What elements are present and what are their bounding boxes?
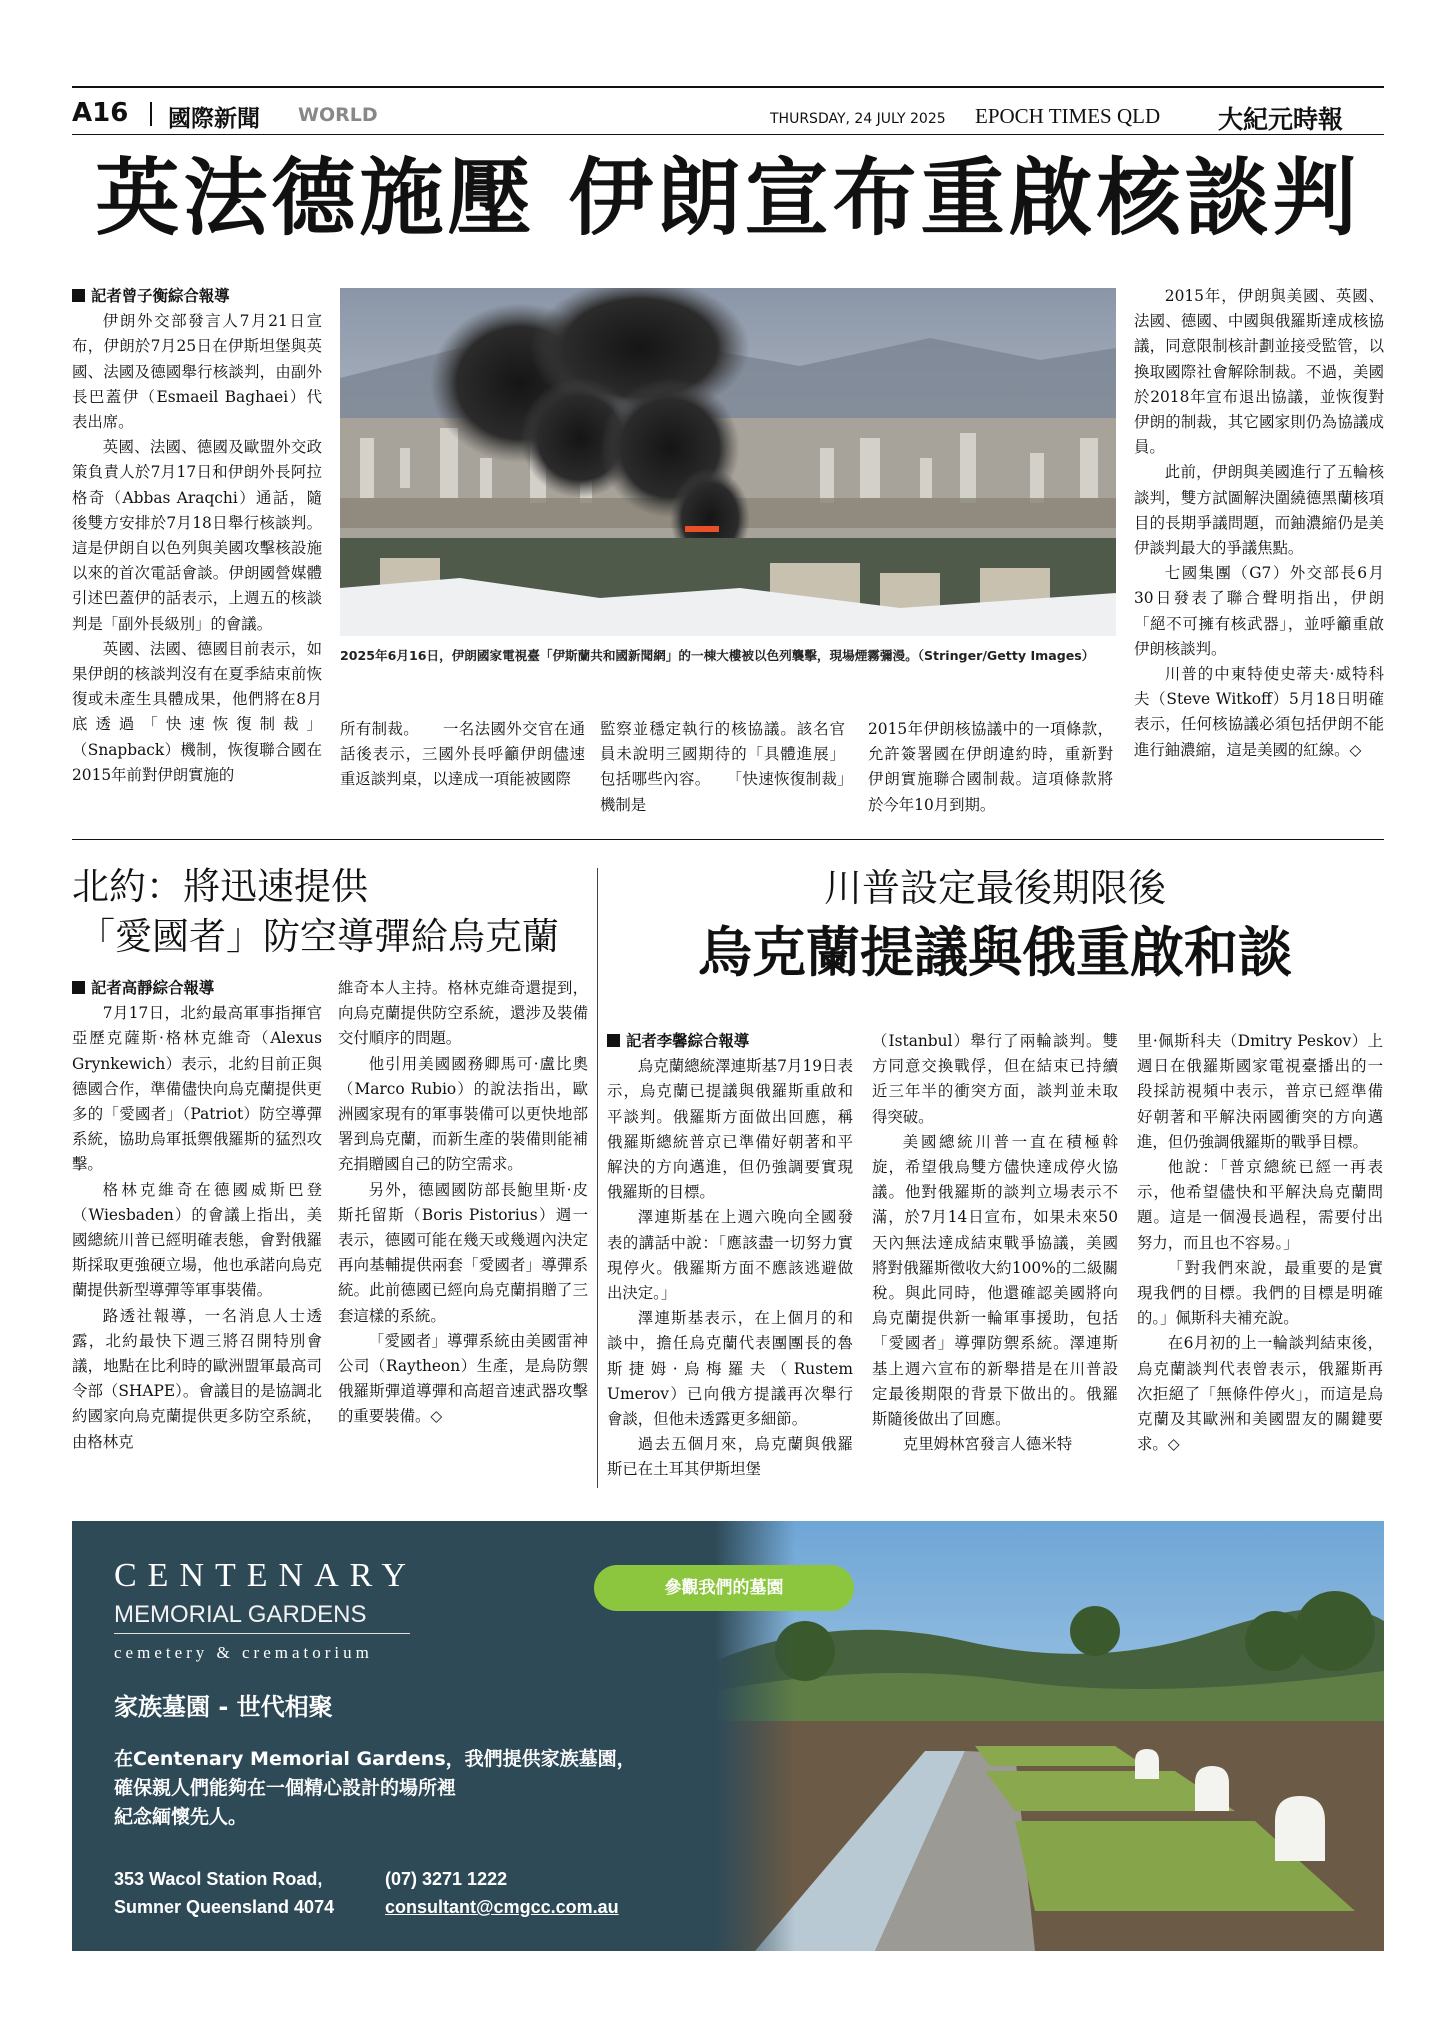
story1-headline: 英法德施壓 伊朗宣布重啟核談判: [95, 148, 1361, 247]
story1-paragraph: 七國集團（G7）外交部長6月30日發表了聯合聲明指出，伊朗「絕不可擁有核武器」，並呼籲重啟伊朗核談判。: [1134, 564, 1384, 658]
story3-paragraph: （Istanbul）舉行了兩輪談判。雙方同意交換戰俘，但在結束已持續近三年半的衝突方面，談判並未取得突破。: [872, 1032, 1118, 1126]
story1-column-1: [72, 284, 322, 826]
ad-visit-button[interactable]: 參觀我們的墓園: [594, 1565, 854, 1611]
story3-paragraph: 美國總統川普一直在積極斡旋，希望俄烏雙方儘快達成停火協議。他對俄羅斯的談判立場表示不滿，於7月14日宣布，如果未來50天內無法達成結束戰爭協議，美國將對俄羅斯徵收大約100%的二級關稅。與此同時，他還確認美國將向烏克蘭提供新一輪軍事援助，包括「愛國者」導彈防禦系統。澤連斯基上週六宣布的新舉措是在川普設定最後期限的背景下做出的。俄羅斯隨後做出了回應。: [872, 1132, 1118, 1429]
story3-paragraph: 克里姆林宮發言人德米特: [902, 1435, 1073, 1454]
story2-paragraph: 他引用美國國務卿馬可·盧比奧（Marco Rubio）的說法指出，歐洲國家現有的軍事裝備可以更快地部署到烏克蘭，而新生產的裝備則能補充捐贈國自己的防空需求。: [338, 1054, 588, 1174]
story1-paragraph: 所有制裁。 一名法國外交官在通話後表示，三國外長呼籲伊朗儘速重返談判桌，以達成一項能被國際: [340, 720, 585, 789]
story3-byline: 記者李馨綜合報導: [607, 1029, 853, 1054]
paper-name: EPOCH TIMES QLD: [975, 104, 1161, 128]
story1-column-3: [600, 717, 845, 827]
story1-paragraph: 2015年，伊朗與美國、英國、法國、德國、中國與俄羅斯達成核協議，同意限制核計劃並接受監管，以換取國際社會解除制裁。不過，美國於2018年宣布退出協議，並恢復對伊朗的制裁，其它國家則仍為協議成員。: [1134, 287, 1384, 457]
story1-paragraph: 川普的中東特使史蒂夫·威特科夫（Steve Witkoff）5月18日明確表示，任何核協議必須包括伊朗不能進行鈾濃縮，這是美國的紅線。◇: [1134, 665, 1384, 759]
story1-paragraph: 此前，伊朗與美國進行了五輪核談判，雙方試圖解決圍繞德黑蘭核項目的長期爭議問題，而鈾濃縮仍是美伊談判最大的爭議焦點。: [1134, 463, 1384, 558]
story3-paragraph: 烏克蘭總統澤連斯基7月19日表示，烏克蘭已提議與俄羅斯重啟和平談判。俄羅斯方面做出回應，稱俄羅斯總統普京已準備好朝著和平解決的方向邁進，但仍強調要實現俄羅斯的目標。: [607, 1057, 853, 1202]
story2-column-2: [338, 976, 588, 1486]
story3-column-2: [872, 1029, 1118, 1489]
ad-email-link[interactable]: consultant@cmgcc.com.au: [385, 1897, 619, 1917]
story3-paragraph: 「對我們來說，最重要的是實現我們的目標。我們的目標是明確的。」佩斯科夫補充說。: [1137, 1258, 1383, 1328]
ad-brand-line-1: CENTENARY: [114, 1557, 417, 1594]
story1-paragraph: 監察並穩定執行的核協議。該名官員未說明三國期待的「具體進展」包括哪些內容。 「快速恢復制裁」機制是: [600, 720, 845, 814]
ad-brand-tag: cemetery & crematorium: [114, 1643, 373, 1662]
ad-body-line: 紀念緬懷先人。: [114, 1806, 248, 1828]
story-column-rule: [597, 868, 598, 1488]
section-title-en: WORLD: [298, 104, 378, 126]
section-divider: [72, 839, 1384, 840]
story2-paragraph: 維奇本人主持。格林克維奇還提到，向烏克蘭提供防空系統，還涉及裝備交付順序的問題。: [338, 979, 588, 1048]
ad-brand-line-2: MEMORIAL GARDENS: [114, 1601, 410, 1634]
story3-paragraph: 在6月初的上一輪談判結束後，烏克蘭談判代表曾表示，俄羅斯再次拒絕了「無條件停火」，而這是烏克蘭及其歐洲和美國盟友的關鍵要求。◇: [1137, 1334, 1383, 1454]
story3-paragraph: 里·佩斯科夫（Dmitry Peskov）上週日在俄羅斯國家電視臺播出的一段採訪視頻中表示，普京已經準備好朝著和平解決兩國衝突的方向邁進，但仍強調俄羅斯的戰爭目標。: [1137, 1032, 1383, 1151]
story3-paragraph: 澤連斯基在上週六晚向全國發表的講話中說：「應該盡一切努力實現停火。俄羅斯方面不應該逃避做出決定。」: [607, 1208, 853, 1303]
story2-headline-line-1: 北約：將迅速提供: [72, 865, 368, 908]
story2-headline: [72, 862, 572, 962]
story1-column-2: [340, 717, 585, 827]
story2-paragraph: 7月17日，北約最高軍事指揮官亞歷克薩斯·格林克維奇（Alexus Grynkewich）表示，北約目前正與德國合作，準備儘快向烏克蘭提供更多的「愛國者」（Patriot）防空導彈系統，協助烏軍抵禦俄羅斯的猛烈攻擊。: [72, 1004, 322, 1174]
story2-paragraph: 「愛國者」導彈系統由美國雷神公司（Raytheon）生產，是烏防禦俄羅斯彈道導彈和高超音速武器攻擊的重要裝備。◇: [338, 1331, 588, 1426]
issue-date: THURSDAY, 24 JULY 2025: [770, 111, 946, 127]
story2-headline-line-2: 「愛國者」防空導彈給烏克蘭: [78, 915, 559, 958]
story3-column-3: [1137, 1029, 1383, 1489]
masthead-logo: 大紀元時報: [1218, 105, 1344, 134]
header-top-rule: [72, 86, 1384, 88]
ad-address: [114, 1865, 334, 1921]
story3-kicker: 川普設定最後期限後: [823, 866, 1166, 910]
ad-phone[interactable]: (07) 3271 1222: [385, 1869, 508, 1889]
story2-paragraph: 格林克維奇在德國威斯巴登（Wiesbaden）的會議上指出，美國總統川普已經明確表態，會對俄羅斯採取更強硬立場，他也承諾向烏克蘭提供新型導彈等軍事裝備。: [72, 1180, 322, 1300]
story1-photo: [340, 288, 1116, 636]
story3-paragraph: 他說：「普京總統已經一再表示，他希望儘快和平解決烏克蘭問題。這是一個漫長過程，需要付出努力，而且也不容易。」: [1137, 1158, 1383, 1252]
story2-paragraph: 另外，德國國防部長鮑里斯·皮斯托留斯（Boris Pistorius）週一表示，德國可能在幾天或幾週內決定再向基輔提供兩套「愛國者」導彈系統。此前德國已經向烏克蘭捐贈了三套這樣的系統。: [338, 1180, 588, 1325]
ad-address-line: 353 Wacol Station Road,: [114, 1869, 323, 1889]
story1-paragraph: 伊朗外交部發言人7月21日宣布，伊朗於7月25日在伊斯坦堡與英國、法國及德國舉行核談判，由副外長巴蓋伊（Esmaeil Baghaei）代表出席。: [72, 312, 322, 432]
story1-column-4: [868, 717, 1113, 827]
story2-column-1: [72, 976, 322, 1486]
ad-body-line: 在Centenary Memorial Gardens，我們提供家族墓園，: [114, 1748, 636, 1770]
story1-photo-caption: 2025年6月16日，伊朗國家電視臺「伊斯蘭共和國新聞網」的一棟大樓被以色列襲擊，現場煙霧彌漫。（Stringer/Getty Images）: [340, 648, 1095, 663]
header-bottom-rule: [72, 134, 1384, 135]
story1-paragraph: 2015年伊朗核協議中的一項條款，允許簽署國在伊朗違約時，重新對伊朗實施聯合國制裁。這項條款將於今年10月到期。: [868, 720, 1113, 814]
ad-address-line: Sumner Queensland 4074: [114, 1897, 335, 1917]
header-divider: [150, 102, 152, 126]
story1-paragraph: 英國、法國、德國及歐盟外交政策負責人於7月17日和伊朗外長阿拉格奇（Abbas Araqchi）通話，隨後雙方安排於7月18日舉行核談判。這是伊朗自以色列與美國攻擊核設施以來的首次電話會談。伊朗國營媒體引述巴蓋伊的話表示，上週五的核談判是「副外長級別」的會議。: [72, 438, 322, 633]
story1-byline: 記者曾子衡綜合報導: [72, 284, 322, 309]
story3-paragraph: 澤連斯基表示，在上個月的和談中，擔任烏克蘭代表團團長的魯斯捷姆·烏梅羅夫（Rustem Umerov）已向俄方提議再次舉行會談，但他未透露更多細節。: [607, 1309, 853, 1429]
story2-byline: 記者高靜綜合報導: [72, 976, 322, 1001]
ad-body: [114, 1745, 636, 1832]
story2-paragraph: 路透社報導，一名消息人士透露，北約最快下週三將召開特別會議，地點在比利時的歐洲盟軍最高司令部（SHAPE）。會議目的是協調北約國家向烏克蘭提供更多防空系統，由格林克: [72, 1306, 322, 1451]
advertisement[interactable]: [72, 1521, 1384, 1951]
story1-column-5: [1134, 284, 1384, 826]
story3-paragraph: 過去五個月來，烏克蘭與俄羅斯已在土耳其伊斯坦堡: [607, 1435, 853, 1479]
ad-contact: [385, 1865, 619, 1921]
ad-body-line: 確保親人們能夠在一個精心設計的場所裡: [114, 1777, 457, 1799]
story3-headline: 烏克蘭提議與俄重啟和談: [698, 921, 1292, 984]
story3-column-1: [607, 1029, 853, 1489]
story1-paragraph: 英國、法國、德國目前表示，如果伊朗的核談判沒有在夏季結束前恢復或未產生具體成果，他們將在8月底透過「快速恢復制裁」（Snapback）機制，恢復聯合國在2015年前對伊朗實施的: [72, 639, 322, 784]
page-number: A16: [72, 98, 129, 128]
section-title: 國際新聞: [168, 106, 260, 132]
ad-tagline: 家族墓園 - 世代相聚: [114, 1693, 333, 1721]
